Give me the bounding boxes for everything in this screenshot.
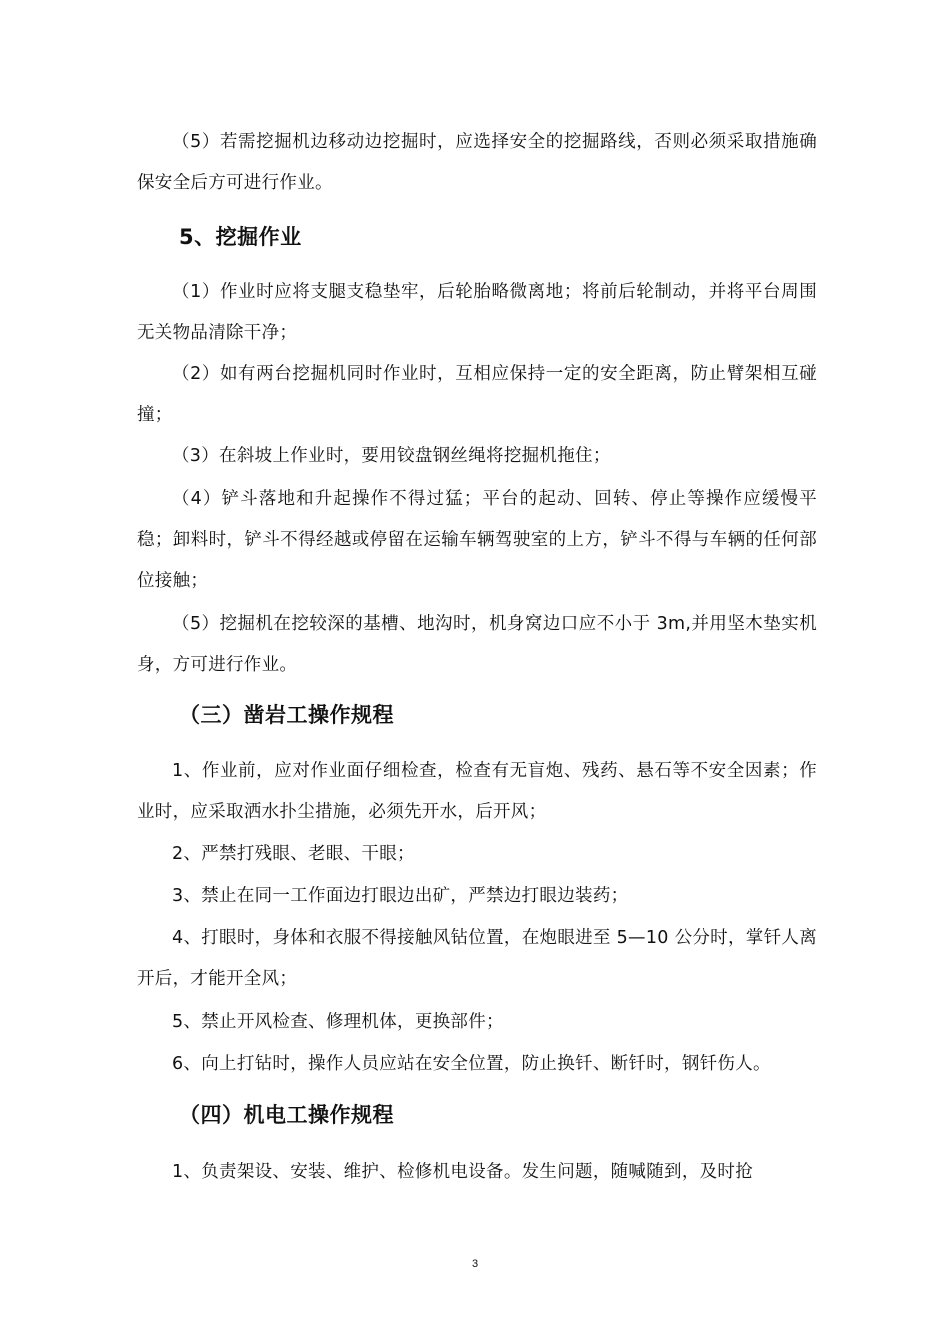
paragraph-slope-work: （3）在斜坡上作业时，要用铰盘钢丝绳将挖掘机拖住； [172, 446, 611, 466]
paragraph-forbidden-holes: 2、严禁打残眼、老眼、干眼； [172, 844, 415, 864]
paragraph-deep-trench: （5）挖掘机在挖较深的基槽、地沟时，机身窝边口应不小于 3m,并用坚木垫实机身，方可进行作业。 [137, 614, 817, 675]
paragraph-no-wind-repair: 5、禁止开风检查、修理机体，更换部件； [172, 1012, 504, 1032]
paragraph-two-excavators: （2）如有两台挖掘机同时作业时，互相应保持一定的安全距离，防止臂架相互碰撞； [137, 364, 817, 425]
paragraph-pre-work-check: 1、作业前，应对作业面仔细检查，检查有无盲炮、残药、悬石等不安全因素；作业时，应采取洒水扑尘措施，必须先开水，后开风； [137, 761, 817, 822]
paragraph-upward-drilling: 6、向上打钻时，操作人员应站在安全位置，防止换钎、断钎时，钢钎伤人。 [172, 1054, 771, 1074]
heading-excavation-work: 5、挖掘作业 [179, 225, 302, 249]
page-number: 3 [471, 1258, 479, 1270]
paragraph-electrician-duties: 1、负责架设、安装、维护、检修机电设备。发生问题，随喊随到，及时抢 [172, 1162, 754, 1182]
paragraph-outriggers: （1）作业时应将支腿支稳垫牢，后轮胎略微离地；将前后轮制动，并将平台周围无关物品清除干净； [137, 282, 817, 343]
heading-electrician-rules: （四）机电工操作规程 [179, 1103, 394, 1127]
heading-rock-driller-rules: （三）凿岩工操作规程 [179, 703, 394, 727]
paragraph-bucket-operation: （4）铲斗落地和升起操作不得过猛；平台的起动、回转、停止等操作应缓慢平稳；卸料时，铲斗不得经越或停留在运输车辆驾驶室的上方，铲斗不得与车辆的任何部位接触； [137, 489, 817, 591]
paragraph-excavator-route: （5）若需挖掘机边移动边挖掘时，应选择安全的挖掘路线，否则必须采取措施确保安全后方可进行作业。 [137, 132, 817, 193]
paragraph-same-face: 3、禁止在同一工作面边打眼边出矿，严禁边打眼边装药； [172, 886, 629, 906]
paragraph-drilling-safety: 4、打眼时，身体和衣服不得接触风钻位置，在炮眼进至 5—10 公分时，掌钎人离开后，才能开全风； [137, 928, 817, 989]
